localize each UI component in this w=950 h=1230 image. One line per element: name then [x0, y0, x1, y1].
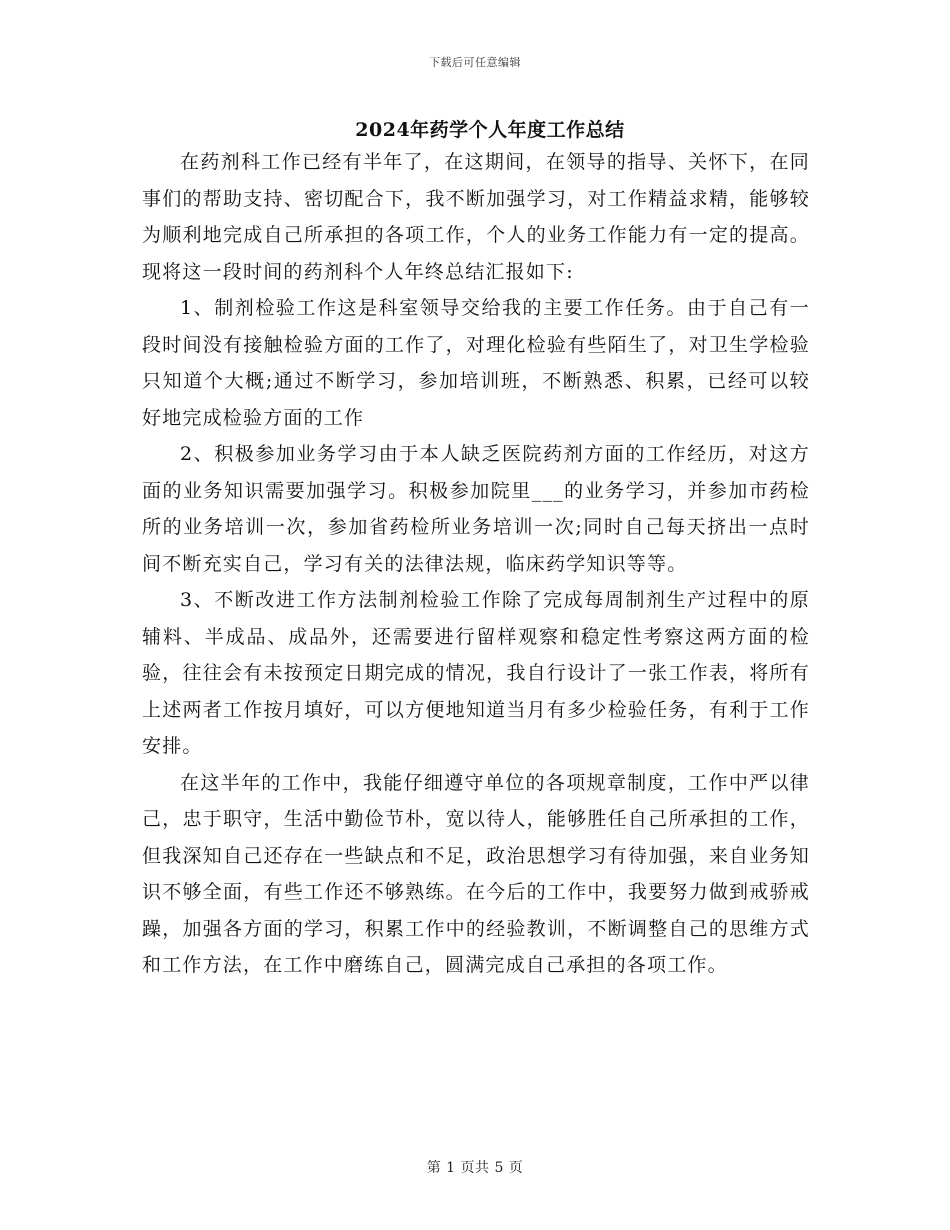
paragraph-intro: 在药剂科工作已经有半年了，在这期间，在领导的指导、关怀下，在同事们的帮助支持、密切配合下，我不断加强学习，对工作精益求精，能够较为顺利地完成自己所承担的各项工作，个人的业务工作能力有一定的提高。现将这一段时间的药剂科个人年终总结汇报如下: — [142, 151, 810, 283]
paragraph-item-1: 1、制剂检验工作这是科室领导交给我的主要工作任务。由于自己有一段时间没有接触检验方面的工作了，对理化检验有些陌生了，对卫生学检验只知道个大概;通过不断学习，参加培训班，不断熟悉、积累，已经可以较好地完成检验方面的工作 — [142, 297, 810, 429]
page-number: 第 1 页共 5 页 — [426, 1160, 524, 1176]
paragraph-item-2: 2、积极参加业务学习由于本人缺乏医院药剂方面的工作经历，对这方面的业务知识需要加强学习。积极参加院里___的业务学习，并参加市药检所的业务培训一次，参加省药检所业务培训一次;同时自己每天挤出一点时间不断充实自己，学习有关的法律法规，临床药学知识等等。 — [142, 443, 810, 575]
header-note: 下载后可任意编辑 — [429, 56, 521, 69]
paragraph-conclusion: 在这半年的工作中，我能仔细遵守单位的各项规章制度，工作中严以律己，忠于职守，生活中勤俭节朴，宽以待人，能够胜任自己所承担的工作，但我深知自己还存在一些缺点和不足，政治思想学习有待加强，来自业务知识不够全面，有些工作还不够熟练。在今后的工作中，我要努力做到戒骄戒躁，加强各方面的学习，积累工作中的经验教训，不断调整自己的思维方式和工作方法，在工作中磨练自己，圆满完成自己承担的各项工作。 — [142, 771, 810, 976]
document-title: 2024年药学个人年度工作总结 — [355, 119, 625, 141]
document-body — [142, 144, 810, 984]
paragraph-item-3: 3、不断改进工作方法制剂检验工作除了完成每周制剂生产过程中的原辅料、半成品、成品外，还需要进行留样观察和稳定性考察这两方面的检验，往往会有未按预定日期完成的情况，我自行设计了一张工作表，将所有上述两者工作按月填好，可以方便地知道当月有多少检验任务，有利于工作安排。 — [142, 589, 810, 757]
